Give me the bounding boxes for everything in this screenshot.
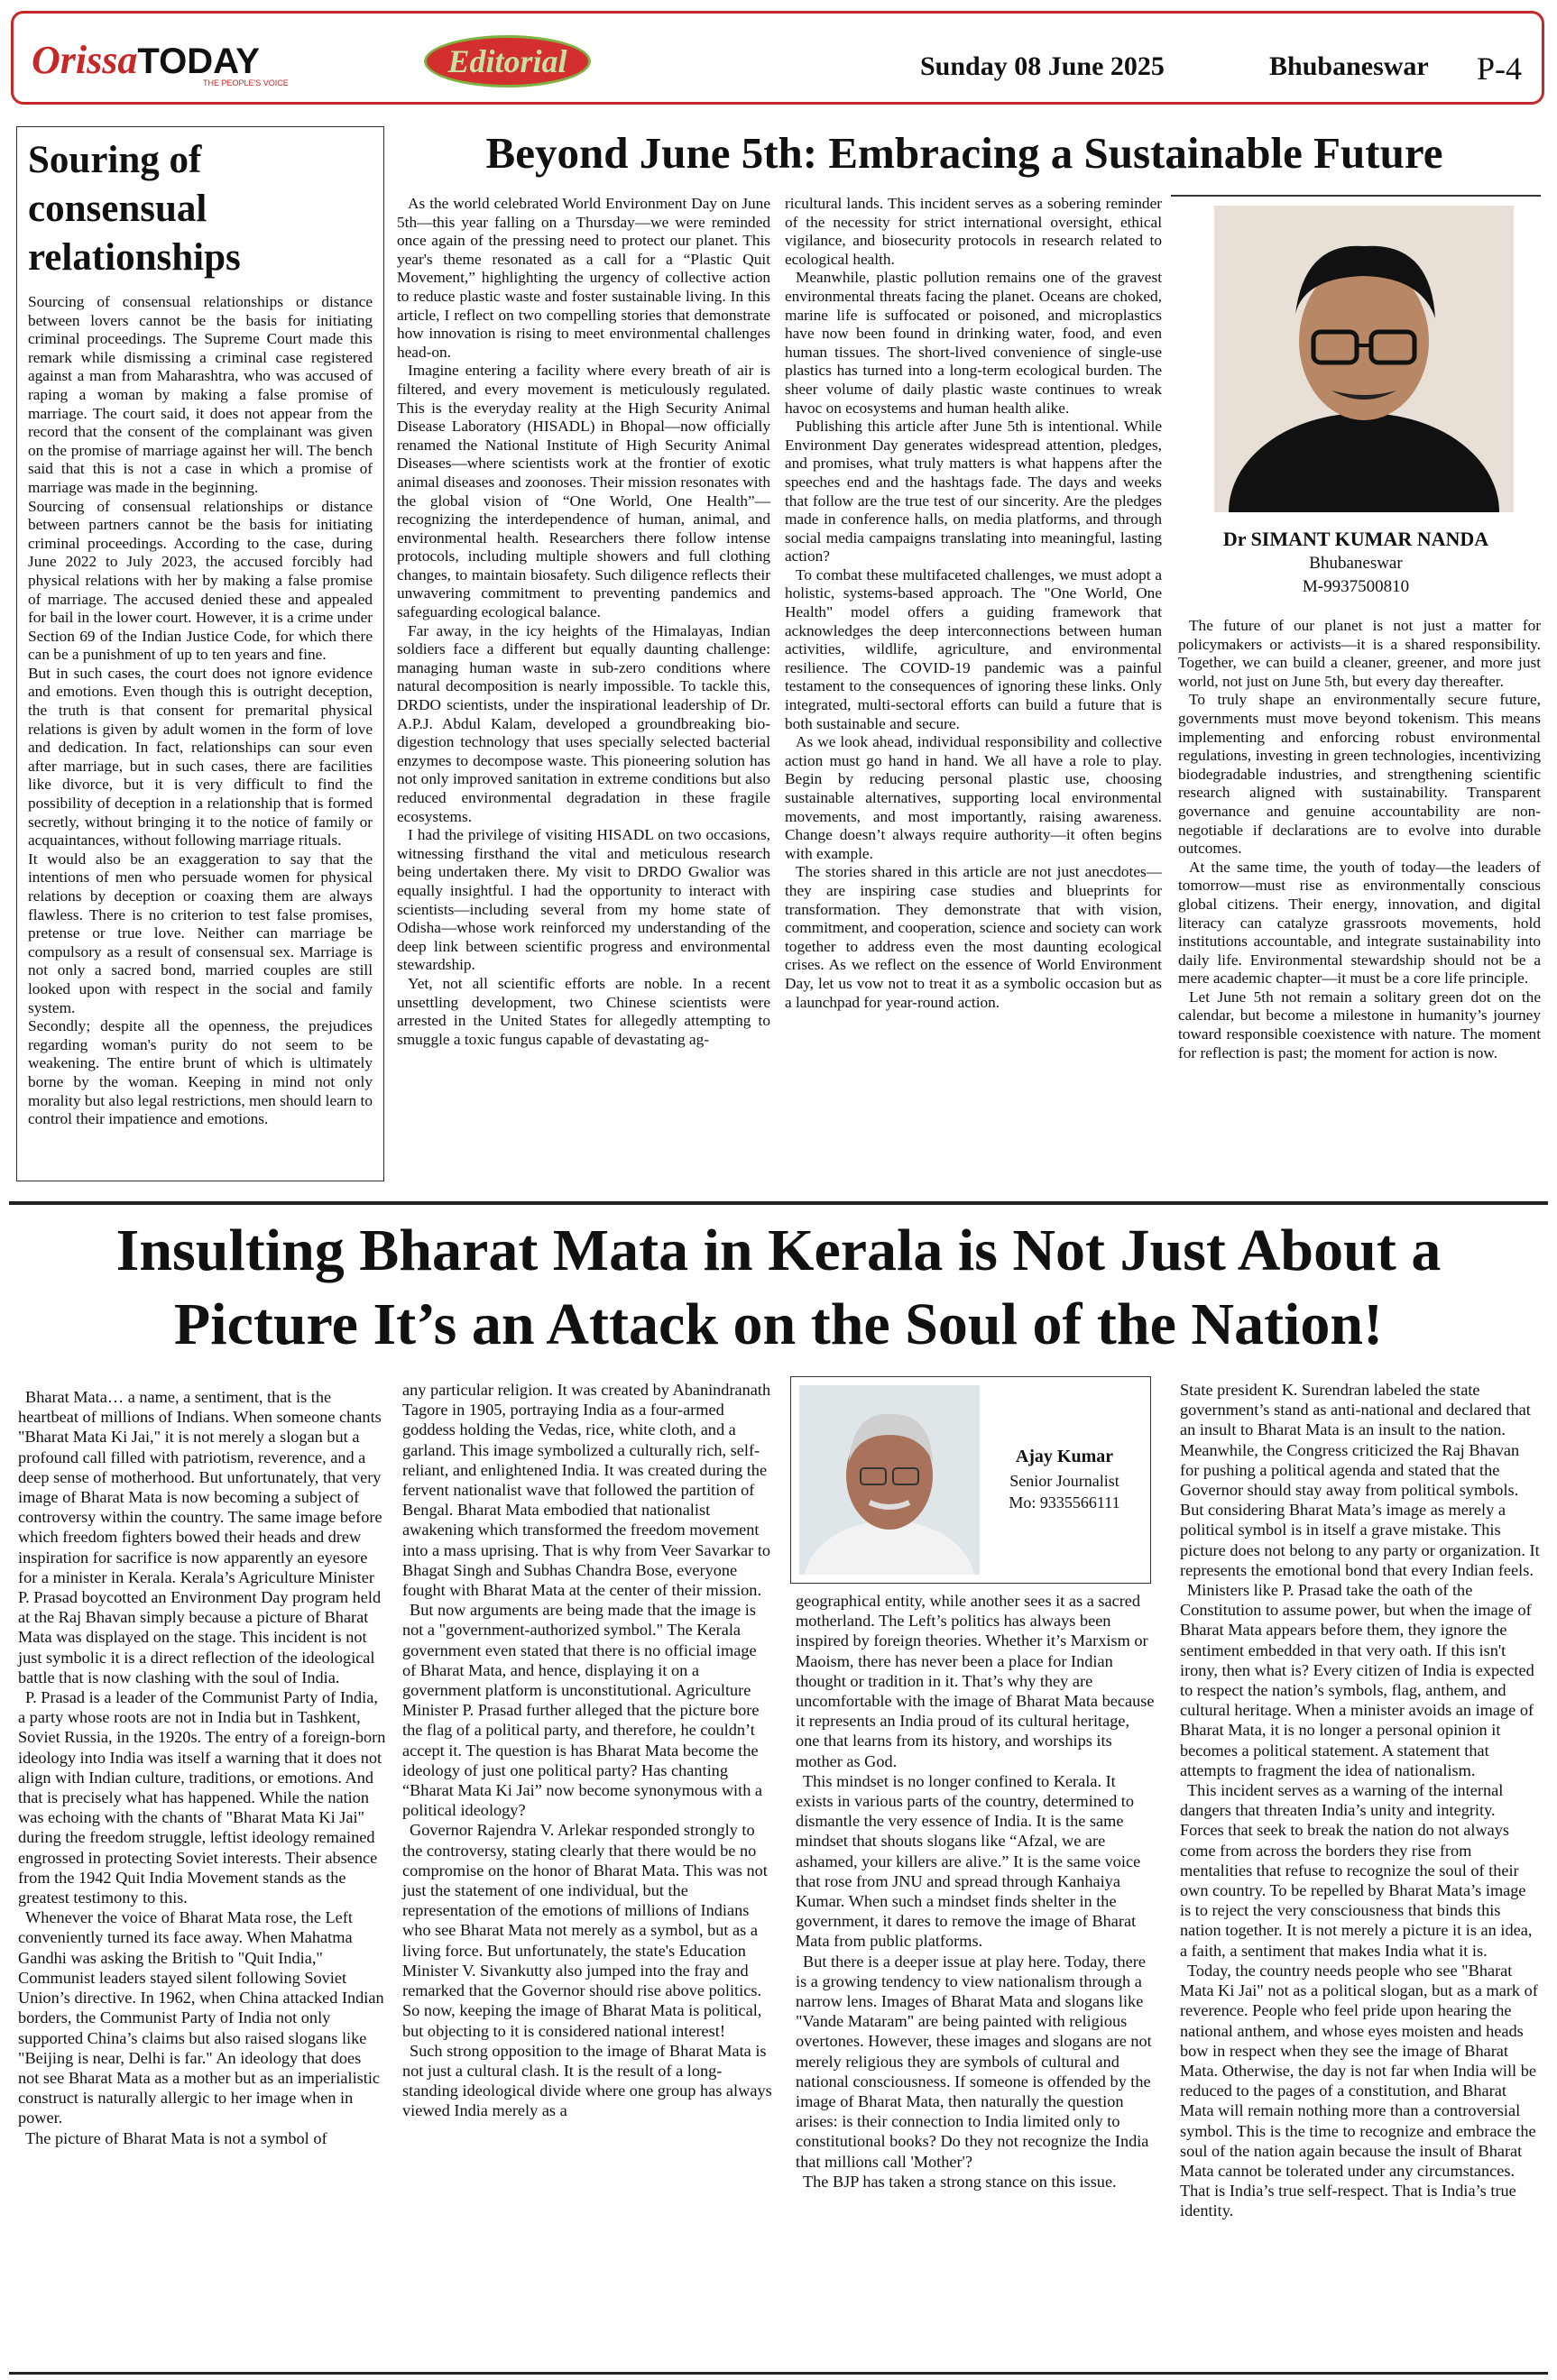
paragraph: The future of our planet is not just a matter for policymakers or activists—it is a shared responsibility. Together, we can build a cleaner, greener, and more just world, not just on June 5th, but every day thereafter. [1178,617,1541,690]
edition-city: Bhubaneswar [1269,51,1429,81]
article-title: Souring of consensual relationships [28,139,241,279]
paragraph: Today, the country needs people who see "Bharat Mata Ki Jai" not as a political slogan, but as a mark of reverence. People who feel pride upon hearing the national anthem, and whose eyes moisten and heads bow in respect when they see the image of Bharat Mata. Otherwise, the day is not far when India will be reduced to the pages of a constitution, and Bharat Mata will remain nothing more than a controversial symbol. This is the time to recognize and embrace the soul of the nation again because the insult of Bharat Mata cannot be tolerated under any circumstances. That is India’s true self-respect. That is India’s true identity. [1180,1961,1538,2220]
paragraph: Whenever the voice of Bharat Mata rose, the Left conveniently turned its face away. When Mahatma Gandhi was asking the British to "Quit India," Communist leaders stayed silent following Soviet Union’s directive. In 1962, when China attacked Indian borders, the Communist Party of India not only supported China’s claims but also raised slogans like "Beijing is near, Delhi is far." An ideology that does not see Bharat Mata as a mother but as an imperialistic construct is naturally allergic to her image when in power. [18,1908,384,2127]
paragraph: Publishing this article after June 5th is intentional. While Environment Day generates widespread attention, pledges, and promises, what truly matters is what happens after the speeches end and the hashtags fade. The days and weeks that follow are the true test of our sincerity. Are the pledges made in conference halls, on media platforms, and through social media campaigns translating into meaningful, lasting action? [785,418,1162,565]
author-phone: M-9937500810 [1302,577,1410,596]
paragraph: Far away, in the icy heights of the Himalayas, Indian soldiers face a different but equally daunting challenge: managing human waste in sub-zero conditions where natural decomposition is nearly impossible. To tackle this, DRDO scientists, under the inspirational leadership of Dr. A.P.J. Abdul Kalam, developed a groundbreaking bio-digestion technology that uses specially selected bacterial enzymes to decompose waste. This pioneering solution has not only improved sanitation in extreme conditions but also reduced environmental degradation in these fragile ecosystems. [397,621,770,825]
section-divider [9,1201,1548,1205]
paragraph: But there is a deeper issue at play here. Today, there is a growing tendency to view nationalism through a narrow lens. Images of Bharat Mata and slogans like "Vande Mataram" are being painted with religious overtones. However, these images and slogans are not merely religious they are symbols of cultural and national consciousness. If someone is offended by the image of Bharat Mata, then naturally the question arises: is their connection to India limited only to constitutional books? Do they not recognize the India that millions call 'Mother'? [796,1952,1152,2171]
paragraph: Let June 5th not remain a solitary green dot on the calendar, but become a milestone in humanity’s journey toward responsible coexistence with nature. The moment for reflection is past; the moment for action is now. [1178,988,1541,1061]
article-column [1180,1380,1541,2221]
paragraph: The picture of Bharat Mata is not a symbol of [25,2128,327,2147]
paragraph: The stories shared in this article are not just anecdotes—they are inspiring case studies and blueprints for transformation. They demonstrate that with vision, commitment, and cooperation, science and society can work together to address even the most daunting ecological crises. As we reflect on the essence of World Environment Day, let us vow not to treat it as a symbolic occasion but as a launchpad for year-round action. [785,863,1162,1011]
paragraph: It would also be an exaggeration to say that the intentions of men who persuade women for physical relations by deception or coaxing them are always flawless. There is no criterion to test false promises, pretense or true love. Neither can marriage be compulsory as a result of consensual sex. Marriage is not only a sacred bond, married couples are still looked upon with respect in the social and family system. [28,850,373,1016]
logo-tagline: THE PEOPLE'S VOICE [203,78,289,87]
issue-date: Sunday 08 June 2025 [920,51,1165,81]
bottom-rule [9,2372,1548,2375]
article-title-bharat-mata [18,1214,1539,1362]
article-title-sustainable-future: Beyond June 5th: Embracing a Sustainable Future [485,128,1443,178]
article-column [1178,617,1541,1062]
paragraph: Sourcing of consensual relationships or distance between lovers cannot be the basis for initiating criminal proceedings. The Supreme Court made this remark while dismissing a criminal case registered against a man from Maharashtra, who was accused of raping a woman by making a false promise of marriage. The court said, it does not appear from the record that the consent of the complainant was given on the promise of marriage against her will. The bench said that this is not a case in which a promise of marriage was made in the beginning. [28,293,373,496]
paragraph: But in such cases, the court does not ignore evidence and emotions. Even though this is outright deception, the truth is that consent for premarital physical relations is given by adult women in the form of love and dedication. In fact, relationships can sour even after marriage, but in such cases, there are facilities like divorce, but it is very difficult to find the possibility of deception in a relationship that is formed secretly, without bringing it to the notice of family or acquaintances, without following marriage rituals. [28,664,373,850]
article-column [402,1380,774,2121]
paragraph: As the world celebrated World Environment Day on June 5th—this year falling on a Thursday—we were reminded once again of the pressing need to protect our planet. This year's theme resonated as a call for a “Plastic Quit Movement,” highlighting the urgency of collective action to reduce plastic waste and foster sustainable living. In this article, I reflect on two compelling stories that demonstrate how innovation is rising to meet environmental challenges head-on. [397,195,770,361]
article-column [397,195,770,1049]
paragraph: Yet, not all scientific efforts are noble. In a recent unsettling development, two Chinese scientists were arrested in the United States for allegedly attempting to smuggle a toxic fungus capable of devastating ag- [397,974,770,1048]
paragraph: Bharat Mata… a name, a sentiment, that is the heartbeat of millions of Indians. When someone chants "Bharat Mata Ki Jai," it is not merely a slogan but a profound call filled with patriotism, reverence, and a deep sense of motherhood. But unfortunately, that very image of Bharat Mata is now becoming a subject of controversy within the country. The same image before which freedom fighters bowed their heads and drew inspiration for sacrifice is now apparently an eyesore for a minister in Kerala. Kerala’s Agriculture Minister P. Prasad boycotted an Environment Day program held at the Raj Bhavan simply because a picture of Bharat Mata was displayed on the stage. This incident is not just symbolic it is a direct reflection of the ideological battle that is now clashing with the soul of India. [18,1388,382,1686]
paragraph: ricultural lands. This incident serves as a sobering reminder of the necessity for strict international oversight, ethical vigilance, and biosecurity protocols in research related to ecological health. [785,195,1162,268]
article-column [796,1591,1156,2192]
author-photo [799,1385,980,1575]
article-body [28,293,373,1129]
paragraph: Governor Rajendra V. Arlekar responded strongly to the controversy, stating clearly that there would be no compromise on the honor of Bharat Mata. This was not just the statement of one individual, but the representation of the emotions of millions of Indians who see Bharat Mata not merely as a symbol, but as a living force. But unfortunately, the state's Education Minister V. Sivankutty also jumped into the fray and remarked that the Governor should rise above politics. So now, keeping the image of Bharat Mata is political, but objecting to it is considered national interest! [402,1821,768,2040]
author-portrait-icon [799,1385,980,1575]
paragraph: This incident serves as a warning of the internal dangers that threaten India’s unity and integrity. Forces that seek to break the nation do not always come from across the borders they rise from mentalities that refuse to recognize the soul of their own country. To be repelled by Bharat Mata’s image is to reject the very consciousness that binds this nation together. It is not merely a picture it is an idea, a faith, a sentiment that makes India what it is. [1180,1781,1533,1960]
logo [32,37,260,83]
title-line: Insulting Bharat Mata in Kerala is Not Just About a [115,1218,1442,1283]
author-city: Bhubaneswar [1309,554,1403,573]
paragraph: But now arguments are being made that the image is not a "government-authorized symbol." The Kerala government even stated that there is no official image of Bharat Mata, and hence, displaying it on a government platform is unconstitutional. Agriculture Minister P. Prasad further alleged that the picture bore the flag of a political party, and therefore, he couldn’t accept it. The question is has Bharat Mata become the ideology of just one political party? Has chanting “Bharat Mata Ki Jai” now become synonymous with a political ideology? [402,1601,763,1820]
author-phone: Mo: 9335566111 [1009,1493,1120,1512]
paragraph: Meanwhile, plastic pollution remains one of the gravest environmental threats facing the planet. Oceans are choked, marine life is suffocated or poisoned, and microplastics have now been found in drinking water, food, and even human tissues. The short-lived convenience of single-use plastics has turned into a long-term ecological burden. The sheer volume of daily plastic waste continues to wreak havoc on ecosystems and human health alike. [785,269,1162,417]
logo-main: Orissa [32,38,138,82]
paragraph: P. Prasad is a leader of the Communist Party of India, a party whose roots are not in India but in Tashkent, Soviet Russia, in the 1920s. The entry of a foreign-born ideology into India was itself a warning that it does not align with Indian culture, traditions, or emotions. And that is precisely what has happened. While the nation was echoing with the chants of "Bharat Mata Ki Jai" during the freedom struggle, leftist ideology remained engrossed in protecting Soviet interests. Their absence from the 1942 Quit India Movement stands as the greatest testimony to this. [18,1688,386,1907]
paragraph: Imagine entering a facility where every breath of air is filtered, and every movement is meticulously regulated. This is the everyday reality at the High Security Animal Disease Laboratory (HISADL) in Bhopal—now officially renamed the National Institute of High Security Animal Diseases—where scientists work at the frontier of exotic animal diseases and zoonoses. Their mission resonates with the global vision of “One World, One Health”—recognizing the interdependence of human, animal, and environmental health. Researchers there follow intense protocols, including multiple showers and full clothing changes, to maintain biosafety. Such diligence reflects their unwavering commitment to preventing pandemics and safeguarding ecological balance. [397,362,770,621]
paragraph: Such strong opposition to the image of Bharat Mata is not just a cultural clash. It is the result of a long-standing ideological divide where one group has always viewed India merely as a [402,2041,772,2120]
paragraph: I had the privilege of visiting HISADL on two occasions, witnessing firsthand the vital and meticulous research being undertaken there. My visit to DRDO Gwalior was equally insightful. I had the opportunity to interact with scientists—including several from my home state of Odisha—whose work reinforced my understanding of the deep link between scientific progress and environmental stewardship. [397,826,770,974]
paragraph: Ministers like P. Prasad take the oath of the Constitution to assume power, but when the image of Bharat Mata appears before them, they ignore the sentiment embedded in that very oath. If this isn't irony, then what is? Every citizen of India is expected to respect the nation’s symbols, flag, anthem, and cultural heritage. When a minister avoids an image of Bharat Mata, it is no longer a personal opinion it becomes a political statement. A statement that attempts to fragment the idea of nationalism. [1180,1581,1534,1779]
author-role: Senior Journalist [1009,1472,1119,1490]
author-name: Ajay Kumar [1015,1447,1114,1466]
author-portrait-icon [1214,206,1514,512]
article-column [18,1387,386,2148]
paragraph: The BJP has taken a strong stance on this issue. [803,2172,1117,2191]
paragraph: any particular religion. It was created by Abanindranath Tagore in 1905, portraying India as a four-armed goddess holding the Vedas, rice, white cloth, and a garland. This image symbolized a culturally rich, self-reliant, and enlightened India. It was created during the fervent nationalist wave that followed the partition of Bengal. Bharat Mata embodied that nationalist awakening which transformed the freedom movement into a mass uprising. That is why from Veer Savarkar to Bhagat Singh and Subhas Chandra Bose, everyone fought with Bharat Mata at the center of their mission. [402,1381,771,1600]
paragraph: To truly shape an environmentally secure future, governments must move beyond tokenism. This means implementing and enforcing robust environmental regulations, investing in green technologies, incentivizing biodegradable industries, and strengthening scientific research aligned with sustainability. Transparent governance and genuine accountability are non-negotiable if declarations are to evolve into durable outcomes. [1178,691,1541,858]
paragraph: State president K. Surendran labeled the state government’s stand as anti-national and declared that an insult to Bharat Mata is an insult to the nation. Meanwhile, the Congress criticized the Raj Bhavan for pushing a political agenda and stated that the Governor should stay away from political symbols. But considering Bharat Mata’s image as merely a political symbol is in itself a grave mistake. This picture does not belong to any party or organization. It represents the emotional bond that every Indian feels. [1180,1381,1540,1579]
paragraph: Secondly; despite all the openness, the prejudices regarding woman's purity do not seem to be weakening. The entire brunt of which is ultimately borne by the woman. Keeping in mind not only morality but also legal restrictions, men should learn to control their impatience and emotions. [28,1017,373,1128]
author-photo [1214,206,1514,512]
paragraph: As we look ahead, individual responsibility and collective action must go hand in hand. We all have a role to play. Begin by reducing personal plastic use, choosing sustainable alternatives, supporting local environmental movements, and most importantly, raising awareness. Change doesn’t always require authority—it often begins with example. [785,733,1162,862]
paragraph: To combat these multifaceted challenges, we must adopt a holistic, systems-based approach. The "One World, One Health" model offers a guiding framework that acknowledges the deep interconnections between human activities, wildlife, agriculture, and environmental resilience. The COVID-19 pandemic was a painful testament to the consequences of ignoring these links. Only integrated, multi-sectoral efforts can build a future that is both sustainable and secure. [785,565,1162,732]
masthead [11,11,1544,105]
logo-today: TODAY [137,41,260,81]
paragraph: This mindset is no longer confined to Kerala. It exists in various parts of the country, determined to dismantle the very essence of India. It is the same mindset that shouts slogans like “Afzal, we are ashamed, your killers are alive.” It is the same voice that rose from JNU and spread through Kanhaiya Kumar. When such a mindset finds shelter in the government, it dares to remove the image of Bharat Mata from public platforms. [796,1771,1141,1951]
section-badge: Editorial [424,35,591,87]
page-number: P-4 [1477,51,1523,87]
title-line: Picture It’s an Attack on the Soul of the Nation! [173,1291,1384,1357]
article-souring-relationships [16,126,384,1181]
article-column [785,195,1162,1012]
author-name: Dr SIMANT KUMAR NANDA [1222,528,1489,550]
paragraph: Sourcing of consensual relationships or distance between partners cannot be the basis for initiating criminal proceedings. According to the case, during June 2022 to July 2023, the accused forcibly had physical relations with her by making a false promise of marriage. The accused denied these and appealed for bail in the lower court. However, it is a crime under Section 69 of the Indian Justice Code, for which there can be a punishment of up to ten years and fine. [28,497,373,664]
paragraph: geographical entity, while another sees it as a sacred motherland. The Left’s politics has always been inspired by foreign theories. Whether it’s Marxism or Maoism, there has never been a place for Indian thought or tradition in it. That’s why they are uncomfortable with the image of Bharat Mata because it represents an India proud of its cultural heritage, one that learns from its history, and worships its mother as God. [796,1592,1155,1770]
paragraph: At the same time, the youth of today—the leaders of tomorrow—must rise as environmentally conscious global citizens. Their energy, innovation, and digital literacy can catalyze grassroots movements, hold institutions accountable, and integrate sustainability into daily life. Environmental stewardship should not be a mere academic chapter—it must be a core life principle. [1178,858,1541,988]
